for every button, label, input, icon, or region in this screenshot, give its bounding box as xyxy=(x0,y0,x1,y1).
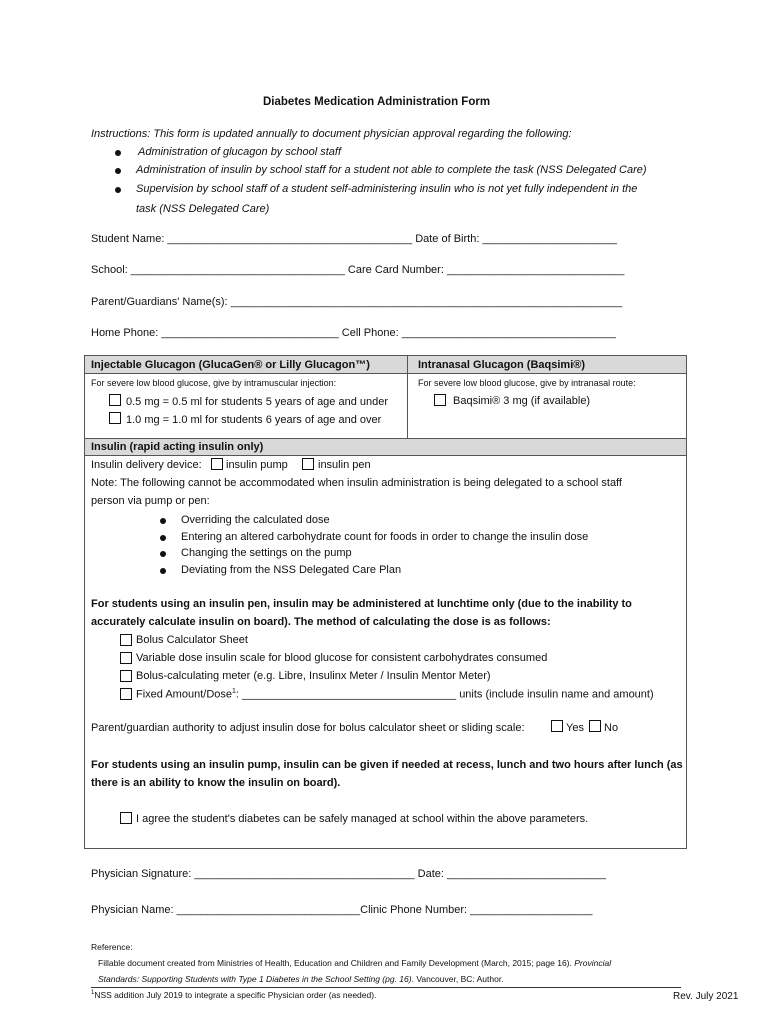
revision-date: Rev. July 2021 xyxy=(673,991,739,1002)
column-divider xyxy=(407,356,408,438)
note-text: Note: The following cannot be accommodated when insulin administration is being delegated to a school staff xyxy=(91,477,622,489)
home-phone-field[interactable]: Home Phone: _____________________________ Cell Phone: ___________________________________ xyxy=(91,327,616,339)
instruction-item: Supervision by school staff of a student self-administering insulin who is not yet fully independent in the xyxy=(136,183,638,195)
school-field[interactable]: School: ___________________________________ Care Card Number: _____________________________ xyxy=(91,264,625,276)
instruction-item-continued: task (NSS Delegated Care) xyxy=(136,203,270,215)
authority-yes-checkbox[interactable] xyxy=(551,720,563,732)
footnote-marker: 1 xyxy=(232,688,236,695)
baqsimi-checkbox[interactable] xyxy=(434,394,446,406)
agree-checkbox[interactable] xyxy=(120,812,132,824)
bullet-icon xyxy=(160,518,166,524)
note-item: Entering an altered carbohydrate count for foods in order to change the insulin dose xyxy=(181,531,589,543)
glucagon-05-checkbox[interactable] xyxy=(109,394,121,406)
delivery-device-label: Insulin delivery device: xyxy=(91,459,202,471)
baqsimi-label: Baqsimi® 3 mg (if available) xyxy=(453,395,591,407)
method-label: Variable dose insulin scale for blood glucose for consistent carbohydrates consumed xyxy=(136,652,548,664)
fixed-dose-label[interactable] xyxy=(136,688,654,701)
bolus-meter-checkbox[interactable] xyxy=(120,670,132,682)
bullet-icon xyxy=(115,168,121,174)
bullet-icon xyxy=(160,568,166,574)
glucagon-10-checkbox[interactable] xyxy=(109,412,121,424)
pen-instructions-continued: accurately calculate insulin on board). The method of calculating the dose is as follows: xyxy=(91,616,551,628)
insulin-pen-checkbox[interactable] xyxy=(302,458,314,470)
footnote-number: 1 xyxy=(91,990,95,997)
reference-line-1 xyxy=(98,958,611,968)
method-label: Bolus Calculator Sheet xyxy=(136,634,248,646)
yes-label: Yes xyxy=(566,722,584,734)
injectable-description: For severe low blood glucose, give by intramuscular injection: xyxy=(91,378,337,388)
bullet-icon xyxy=(115,187,121,193)
authority-no-checkbox[interactable] xyxy=(589,720,601,732)
reference-title: Provincial xyxy=(574,958,612,968)
glucagon-10-label: 1.0 mg = 1.0 ml for students 6 years of age and over xyxy=(126,414,382,426)
glucagon-05-label: 0.5 mg = 0.5 ml for students 5 years of age and under xyxy=(126,396,389,408)
method-label: Fixed Amount/Dose xyxy=(136,688,232,701)
pen-instructions: For students using an insulin pen, insulin may be administered at lunchtime only (due to the inability to xyxy=(91,598,632,610)
authority-label: Parent/guardian authority to adjust insulin dose for bolus calculator sheet or sliding scale: xyxy=(91,722,525,734)
footnote xyxy=(91,990,376,1000)
agree-label: I agree the student's diabetes can be safely managed at school within the above parameters. xyxy=(136,813,589,825)
reference-title-continued: Standards: Supporting Students with Type 1 Diabetes in the School Setting (pg. 16) xyxy=(98,974,412,984)
bullet-icon xyxy=(115,150,121,156)
page-title: Diabetes Medication Administration Form xyxy=(263,96,491,108)
note-text-continued: person via pump or pen: xyxy=(91,495,210,507)
reference-label: Reference: xyxy=(91,942,133,952)
footnote-divider xyxy=(91,987,681,988)
pump-instructions-continued: there is an ability to know the insulin on board). xyxy=(91,777,341,789)
reference-line-2 xyxy=(98,974,504,984)
instructions-intro: Instructions: This form is updated annually to document physician approval regarding the following: xyxy=(91,128,572,140)
parent-names-field[interactable]: Parent/Guardians' Name(s): ________________________________________________________________ xyxy=(91,296,623,308)
pump-instructions: For students using an insulin pump, insulin can be given if needed at recess, lunch and two hours after lunch (as xyxy=(91,759,683,771)
reference-publisher: . Vancouver, BC: Author. xyxy=(411,974,504,984)
fixed-dose-field[interactable]: : ___________________________________ units (include insulin name and amount) xyxy=(235,688,654,701)
intranasal-glucagon-header: Intranasal Glucagon (Baqsimi®) xyxy=(418,359,586,371)
fixed-dose-checkbox[interactable] xyxy=(120,688,132,700)
insulin-pump-checkbox[interactable] xyxy=(211,458,223,470)
no-label: No xyxy=(604,722,619,734)
note-item: Deviating from the NSS Delegated Care Plan xyxy=(181,564,402,576)
insulin-pen-label: insulin pen xyxy=(318,459,371,471)
instruction-item: Administration of glucagon by school staff xyxy=(138,146,342,158)
physician-name-field[interactable]: Physician Name: ______________________________Clinic Phone Number: ____________________ xyxy=(91,904,593,916)
student-name-field[interactable]: Student Name: ________________________________________ Date of Birth: ______________________ xyxy=(91,233,618,245)
footnote-text: NSS addition July 2019 to integrate a specific Physician order (as needed). xyxy=(94,990,377,1000)
method-label: Bolus-calculating meter (e.g. Libre, Insulinx Meter / Insulin Mentor Meter) xyxy=(136,670,491,682)
insulin-pump-label: insulin pump xyxy=(226,459,288,471)
bullet-icon xyxy=(160,535,166,541)
variable-dose-checkbox[interactable] xyxy=(120,652,132,664)
physician-signature-field[interactable]: Physician Signature: ____________________________________ Date: __________________________ xyxy=(91,868,607,880)
bolus-sheet-checkbox[interactable] xyxy=(120,634,132,646)
note-item: Changing the settings on the pump xyxy=(181,547,352,559)
instruction-item: Administration of insulin by school staff for a student not able to complete the task (NSS Delegated Care) xyxy=(136,164,647,176)
insulin-header: Insulin (rapid acting insulin only) xyxy=(91,441,264,453)
bullet-icon xyxy=(160,551,166,557)
injectable-glucagon-header: Injectable Glucagon (GlucaGen® or Lilly Glucagon™) xyxy=(91,359,370,371)
intranasal-description: For severe low blood glucose, give by intranasal route: xyxy=(418,378,636,388)
reference-text: Fillable document created from Ministries of Health, Education and Children and Family Development (March, 2015; page 16). xyxy=(98,958,575,968)
note-item: Overriding the calculated dose xyxy=(181,514,330,526)
